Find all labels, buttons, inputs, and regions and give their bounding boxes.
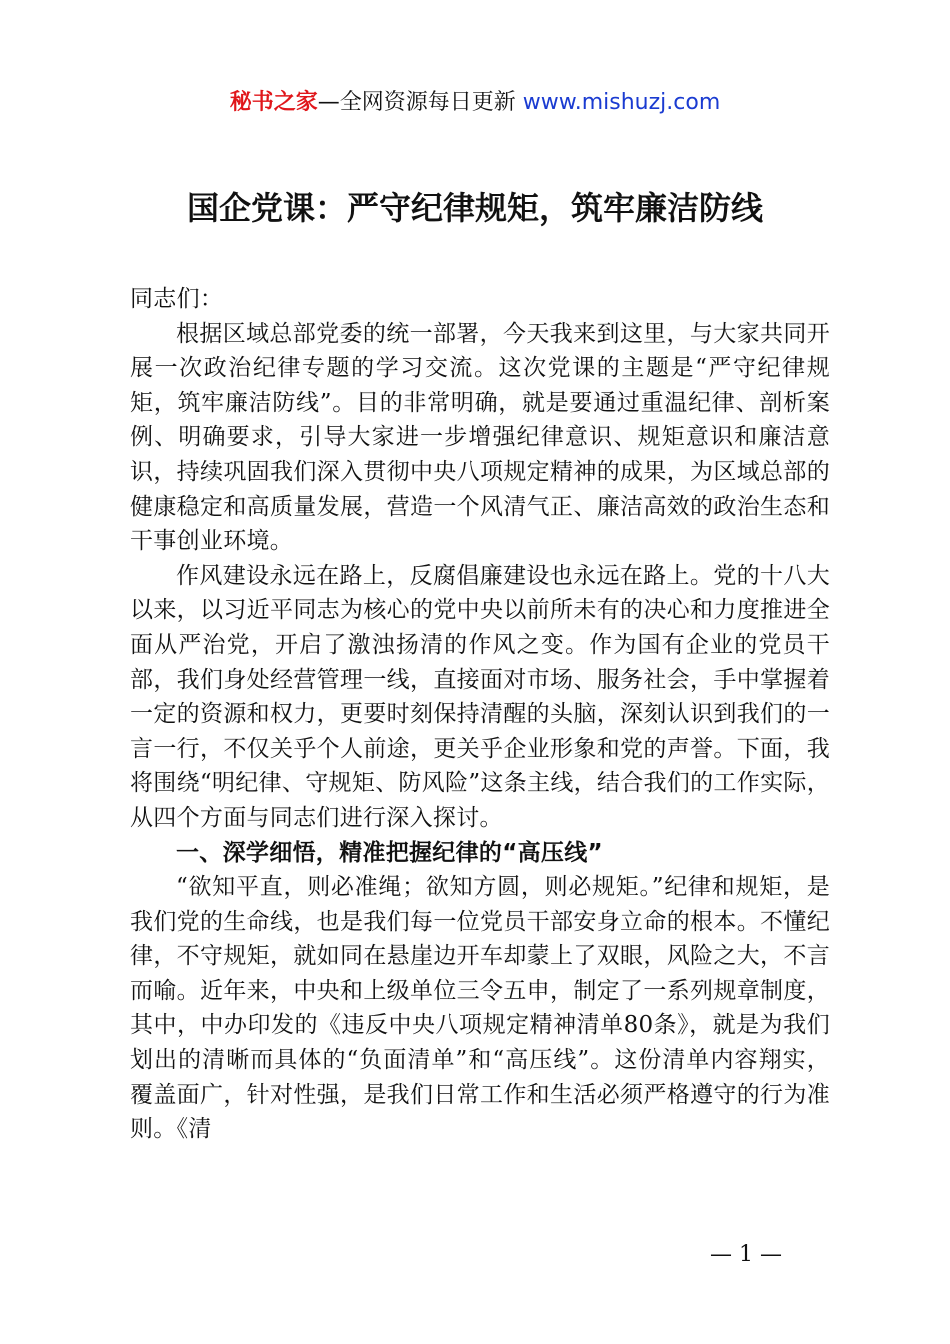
document-body: [130, 282, 830, 1147]
body-paragraph-2: 作风建设永远在路上，反腐倡廉建设也永远在路上。党的十八大以来，以习近平同志为核心的党中央以前所未有的决心和力度推进全面从严治党，开启了激浊扬清的作风之变。作为国有企业的党员干部，我们身处经营管理一线，直接面对市场、服务社会，手中掌握着一定的资源和权力，更要时刻保持清醒的头脑，深刻认识到我们的一言一行，不仅关乎个人前途，更关乎企业形象和党的声誉。下面，我将围绕“明纪律、守规矩、防风险”这条主线，结合我们的工作实际，从四个方面与同志们进行深入探讨。: [130, 562, 830, 831]
salutation: 同志们：: [130, 286, 224, 312]
banner-url-link[interactable]: www.mishuzj.com: [522, 90, 721, 115]
section-heading: 一、深学细悟，精准把握纪律的“高压线”: [176, 839, 603, 866]
banner-slogan: —全网资源每日更新: [317, 90, 516, 115]
site-banner: [0, 88, 950, 118]
document-title: 国企党课：严守纪律规矩，筑牢廉洁防线: [186, 189, 763, 227]
body-paragraph-1: 根据区域总部党委的统一部署，今天我来到这里，与大家共同开展一次政治纪律专题的学习交流。这次党课的主题是“严守纪律规矩，筑牢廉洁防线”。目的非常明确，就是要通过重温纪律、剖析案例、明确要求，引导大家进一步增强纪律意识、规矩意识和廉洁意识，持续巩固我们深入贯彻中央八项规定精神的成果，为区域总部的健康稳定和高质量发展，营造一个风清气正、廉洁高效的政治生态和干事创业环境。: [130, 320, 830, 555]
banner-site-name: 秘书之家: [229, 90, 318, 115]
section-paragraph: “欲知平直，则必准绳；欲知方圆，则必规矩。”纪律和规矩，是我们党的生命线，也是我们每一位党员干部安身立命的根本。不懂纪律，不守规矩，就如同在悬崖边开车却蒙上了双眼，风险之大，不言而喻。近年来，中央和上级单位三令五申，制定了一系列规章制度，其中，中办印发的《违反中央八项规定精神清单80条》，就是为我们划出的清晰而具体的“负面清单”和“高压线”。这份清单内容翔实，覆盖面广，针对性强，是我们日常工作和生活必须严格遵守的行为准则。《清: [130, 874, 830, 1143]
page-number: — 1 —: [710, 1242, 782, 1267]
